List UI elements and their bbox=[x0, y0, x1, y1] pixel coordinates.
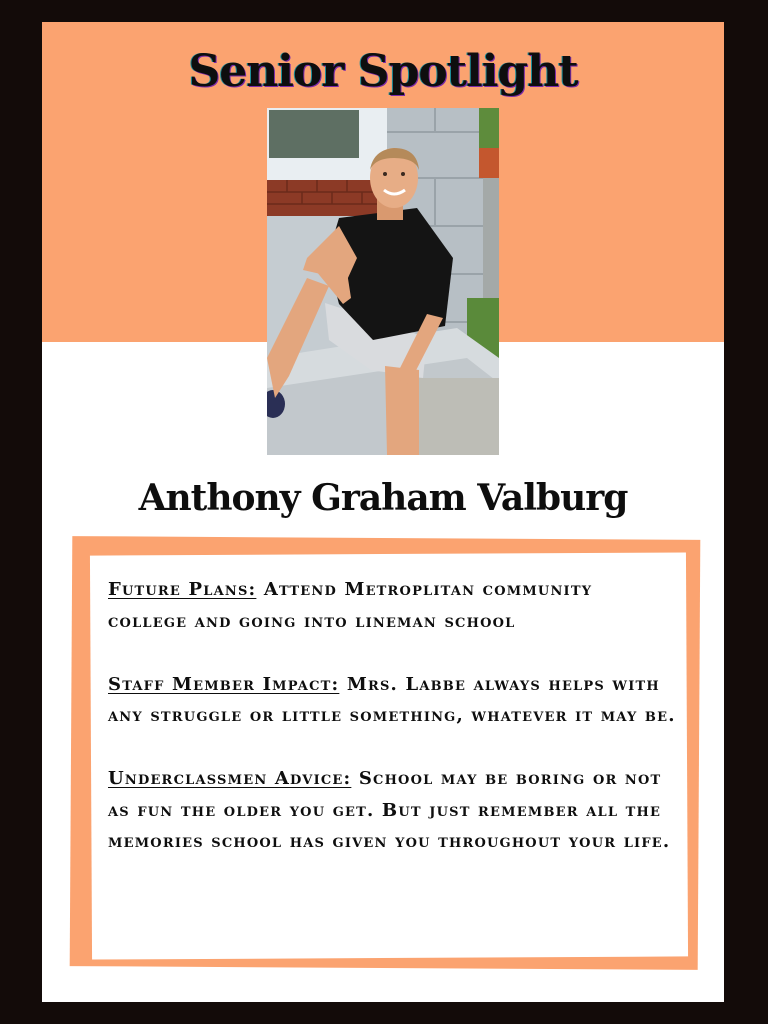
staff-impact-text: Mrs. Labbe always helps with any struggle or little something, whatever it may be. bbox=[108, 673, 676, 726]
future-plans-label: Future Plans: bbox=[108, 579, 257, 600]
staff-impact-section bbox=[108, 669, 678, 732]
staff-impact-label: Staff Member Impact: bbox=[108, 673, 340, 695]
advice-label: Underclassmen Advice: bbox=[108, 768, 352, 789]
page-title: Senior Spotlight bbox=[188, 46, 578, 97]
future-plans-text: Attend Metroplitan community college and going into lineman school bbox=[108, 579, 593, 632]
student-name: Anthony Graham Valburg bbox=[138, 477, 628, 519]
advice-section bbox=[108, 763, 678, 858]
advice-text: School may be boring or not as fun the older you get. But just remember all the memories school has given you throughout your life. bbox=[108, 768, 671, 852]
spotlight-page bbox=[42, 22, 724, 1002]
student-photo bbox=[267, 108, 499, 455]
future-plans-section bbox=[108, 574, 678, 637]
info-card-content bbox=[108, 574, 678, 858]
